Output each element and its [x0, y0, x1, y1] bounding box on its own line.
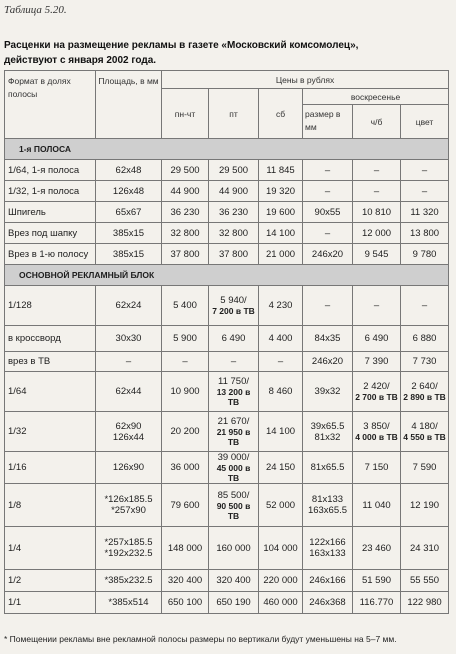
cell-color-value-2: 4 550 в ТВ — [403, 432, 446, 442]
cell-area-value: 126x48 — [112, 185, 145, 197]
cell-fri — [209, 484, 259, 527]
cell-bw-value-2: 4 000 в ТВ — [355, 432, 398, 442]
cell-area — [96, 592, 162, 614]
cell-bw — [353, 202, 401, 223]
cell-bw-value: 7 390 — [364, 356, 389, 367]
cell-size-value: – — [324, 164, 331, 176]
cell-color-value: – — [421, 300, 428, 311]
cell-fri-value-2: 13 200 в ТВ — [216, 387, 251, 407]
cell-format-value: 1/4 — [8, 542, 22, 554]
table-row — [5, 570, 449, 592]
header-format: Формат в долях полосы — [5, 71, 96, 139]
cell-format-value: Врез под шапку — [8, 227, 78, 239]
cell-area — [96, 372, 162, 412]
cell-sat-value: 8 460 — [268, 386, 293, 397]
cell-format — [5, 244, 96, 265]
header-size-mm: размер в мм — [303, 105, 353, 139]
cell-size-value: 81x65.5 — [310, 462, 345, 473]
cell-fri — [209, 181, 259, 202]
cell-area — [96, 286, 162, 326]
cell-bw — [353, 223, 401, 244]
cell-mon-thu-value: 79 600 — [170, 499, 200, 511]
cell-sat — [259, 372, 303, 412]
cell-fri — [209, 160, 259, 181]
cell-area — [96, 570, 162, 592]
cell-fri — [209, 202, 259, 223]
cell-size — [303, 326, 353, 352]
cell-sat-value: 19 600 — [265, 206, 296, 218]
footnote: * Помещении рекламы вне рекламной полосы размеры по вертикали будут уменьшены на 5–7 мм. — [4, 634, 397, 644]
cell-format — [5, 484, 96, 527]
cell-bw-value: 6 490 — [364, 333, 389, 344]
cell-bw-value: 2 420/ — [363, 381, 390, 392]
cell-size — [303, 160, 353, 181]
cell-fri-value-2: 21 950 в ТВ — [216, 427, 251, 447]
cell-color-value: 2 640/ — [411, 381, 438, 392]
table-title — [4, 38, 444, 68]
cell-sat — [259, 527, 303, 570]
cell-format-value: 1/64, 1-я полоса — [8, 164, 80, 176]
cell-color-value: 24 310 — [410, 542, 440, 554]
cell-fri — [209, 223, 259, 244]
cell-fri — [209, 286, 259, 326]
cell-sat — [259, 452, 303, 484]
cell-sat-value: 4 400 — [268, 333, 293, 344]
cell-area-value-2: *257x90 — [111, 505, 146, 516]
cell-size — [303, 181, 353, 202]
cell-format — [5, 326, 96, 352]
cell-bw-value: 23 460 — [361, 542, 392, 554]
cell-bw — [353, 592, 401, 614]
cell-format — [5, 570, 96, 592]
cell-sat-value: 14 100 — [265, 426, 296, 437]
cell-mon-thu — [162, 592, 209, 614]
cell-mon-thu — [162, 452, 209, 484]
cell-format — [5, 452, 96, 484]
cell-size — [303, 527, 353, 570]
cell-color-value: 122 980 — [407, 597, 442, 608]
cell-size-value: – — [324, 185, 331, 197]
cell-mon-thu — [162, 352, 209, 372]
cell-color-value: 9 780 — [412, 248, 437, 260]
cell-area — [96, 181, 162, 202]
header-mon-thu: пн-чт — [162, 89, 209, 139]
cell-color-value-2: 2 890 в ТВ — [403, 392, 446, 402]
cell-color — [401, 484, 449, 527]
cell-sat — [259, 244, 303, 265]
cell-size — [303, 352, 353, 372]
cell-sat — [259, 484, 303, 527]
section-first-page-label: 1-я ПОЛОСА — [5, 139, 449, 160]
cell-bw-value: 116.770 — [359, 597, 394, 608]
cell-fri-value: 85 500/ — [217, 489, 250, 501]
cell-fri — [209, 326, 259, 352]
cell-format-value: 1/1 — [8, 597, 22, 608]
cell-format-value: 1/16 — [8, 462, 27, 473]
cell-fri-value: 160 000 — [216, 542, 251, 554]
cell-mon-thu — [162, 412, 209, 452]
table-row — [5, 352, 449, 372]
cell-sat — [259, 412, 303, 452]
cell-mon-thu — [162, 326, 209, 352]
cell-size-value: 39x32 — [314, 386, 341, 397]
cell-mon-thu — [162, 286, 209, 326]
cell-fri — [209, 352, 259, 372]
cell-size-value: 246x368 — [309, 597, 346, 608]
cell-bw — [353, 570, 401, 592]
cell-color — [401, 286, 449, 326]
cell-bw — [353, 452, 401, 484]
cell-area — [96, 326, 162, 352]
cell-mon-thu-value: 10 900 — [170, 386, 200, 397]
cell-bw-value: 3 850/ — [363, 421, 390, 432]
cell-mon-thu-value: 37 800 — [170, 248, 200, 260]
cell-fri — [209, 244, 259, 265]
cell-color — [401, 352, 449, 372]
cell-area — [96, 527, 162, 570]
cell-color — [401, 326, 449, 352]
header-color: цвет — [401, 105, 449, 139]
cell-color — [401, 244, 449, 265]
table-row — [5, 592, 449, 614]
cell-color — [401, 570, 449, 592]
cell-size — [303, 570, 353, 592]
cell-area-value: 62x44 — [115, 386, 142, 397]
cell-bw — [353, 286, 401, 326]
cell-area — [96, 160, 162, 181]
cell-fri — [209, 452, 259, 484]
cell-fri-value: 39 000/ — [217, 452, 250, 463]
table-row — [5, 412, 449, 452]
cell-sat — [259, 326, 303, 352]
cell-area-value: 62x90 — [115, 420, 142, 432]
cell-area-value: 385x15 — [112, 248, 145, 260]
cell-sat-value: 104 000 — [263, 542, 298, 554]
cell-fri — [209, 527, 259, 570]
cell-format-value: 1/32, 1-я полоса — [8, 185, 80, 197]
cell-mon-thu-value: 29 500 — [170, 164, 200, 176]
cell-format — [5, 412, 96, 452]
cell-color — [401, 372, 449, 412]
cell-fri — [209, 592, 259, 614]
table-row — [5, 286, 449, 326]
cell-format — [5, 181, 96, 202]
cell-bw-value-2: 2 700 в ТВ — [355, 392, 398, 402]
cell-size — [303, 452, 353, 484]
cell-mon-thu-value: 36 000 — [170, 462, 200, 473]
cell-sat-value: 21 000 — [265, 248, 296, 260]
cell-size-value-2: 81x32 — [314, 431, 341, 443]
cell-color — [401, 592, 449, 614]
cell-color-value: 7 590 — [412, 462, 437, 473]
cell-format-value: врез в ТВ — [8, 356, 51, 367]
cell-color — [401, 527, 449, 570]
cell-color — [401, 452, 449, 484]
cell-bw-value: 12 000 — [361, 227, 392, 239]
cell-color — [401, 160, 449, 181]
cell-mon-thu-value: – — [182, 356, 188, 367]
cell-bw — [353, 352, 401, 372]
cell-size — [303, 202, 353, 223]
cell-bw — [353, 160, 401, 181]
cell-mon-thu — [162, 223, 209, 244]
cell-color — [401, 223, 449, 244]
cell-area-value: *257x185.5 — [104, 537, 153, 548]
cell-mon-thu — [162, 484, 209, 527]
cell-format-value: 1/2 — [8, 575, 22, 586]
cell-size-value: 90x55 — [314, 206, 341, 218]
cell-format — [5, 286, 96, 326]
cell-size-value: 84x35 — [314, 333, 341, 344]
cell-area-value: *126x185.5 — [104, 494, 153, 505]
table-row — [5, 181, 449, 202]
cell-area — [96, 484, 162, 527]
table-row — [5, 484, 449, 527]
header-bw: ч/б — [353, 105, 401, 139]
cell-mon-thu-value: 5 400 — [173, 300, 197, 311]
cell-mon-thu — [162, 181, 209, 202]
section-main-block-label: ОСНОВНОЙ РЕКЛАМНЫЙ БЛОК — [5, 265, 449, 286]
table-row — [5, 160, 449, 181]
cell-sat-value: 24 150 — [265, 462, 296, 473]
cell-color-value: – — [421, 185, 428, 197]
cell-color-value: 11 320 — [410, 206, 439, 218]
cell-bw — [353, 372, 401, 412]
cell-sat — [259, 286, 303, 326]
cell-size-value: 246x20 — [311, 356, 344, 367]
cell-fri-value-2: 45 000 в ТВ — [216, 463, 251, 483]
cell-size — [303, 484, 353, 527]
cell-mon-thu — [162, 160, 209, 181]
cell-sat-value: 14 100 — [265, 227, 296, 239]
cell-fri-value: 21 670/ — [217, 416, 250, 427]
cell-bw-value: 10 810 — [361, 206, 392, 218]
cell-bw-value: – — [373, 164, 380, 176]
cell-area-value: *385x232.5 — [104, 575, 153, 586]
cell-sat-value: 220 000 — [263, 575, 298, 586]
cell-sat-value: 460 000 — [263, 597, 298, 608]
cell-bw — [353, 181, 401, 202]
table-row — [5, 452, 449, 484]
cell-area-value: 126x90 — [112, 462, 145, 473]
cell-color-value: 13 800 — [410, 227, 440, 239]
table-row — [5, 202, 449, 223]
cell-sat — [259, 570, 303, 592]
cell-size — [303, 592, 353, 614]
cell-fri-value: 29 500 — [218, 164, 249, 176]
cell-mon-thu-value: 32 800 — [170, 227, 200, 239]
cell-bw-value: 11 040 — [362, 499, 391, 511]
cell-area-value: 62x24 — [115, 300, 142, 311]
cell-size-value: – — [324, 227, 331, 239]
cell-color — [401, 202, 449, 223]
cell-size-value: 81x133 — [311, 494, 344, 505]
cell-fri — [209, 570, 259, 592]
cell-format-value: Врез в 1-ю полосу — [8, 248, 89, 260]
header-area: Площадь, в мм — [96, 71, 162, 139]
cell-fri-value-2: 90 500 в ТВ — [216, 500, 251, 521]
table-row — [5, 244, 449, 265]
cell-format-value: 1/64 — [8, 386, 27, 397]
header-fri: пт — [209, 89, 259, 139]
cell-color-value: – — [421, 164, 428, 176]
cell-fri-value: 650 190 — [216, 597, 251, 608]
section-first-page — [5, 139, 449, 160]
cell-mon-thu — [162, 527, 209, 570]
cell-mon-thu-value: 20 200 — [170, 426, 200, 437]
cell-color — [401, 181, 449, 202]
cell-bw — [353, 244, 401, 265]
cell-mon-thu-value: 44 900 — [170, 185, 200, 197]
cell-mon-thu-value: 650 100 — [167, 597, 203, 608]
table-caption: Таблица 5.20. — [4, 4, 67, 16]
cell-fri-value: 44 900 — [218, 185, 249, 197]
cell-area — [96, 223, 162, 244]
cell-mon-thu-value: 320 400 — [167, 575, 203, 586]
cell-fri — [209, 412, 259, 452]
cell-fri-value: – — [230, 356, 237, 367]
cell-bw-value: 7 150 — [364, 462, 389, 473]
cell-color-value: 55 550 — [410, 575, 440, 586]
cell-area-value: *385x514 — [108, 597, 149, 608]
cell-area-value: 385x15 — [112, 227, 145, 239]
table-row — [5, 326, 449, 352]
cell-area — [96, 452, 162, 484]
cell-format — [5, 223, 96, 244]
cell-format — [5, 352, 96, 372]
cell-bw-value: – — [373, 185, 380, 197]
cell-fri-value-2: 7 200 в ТВ — [212, 306, 255, 316]
cell-format — [5, 527, 96, 570]
cell-sat-value: 4 230 — [268, 300, 293, 311]
cell-fri-value: 32 800 — [218, 227, 249, 239]
cell-size-value-2: 163x65.5 — [307, 505, 348, 516]
cell-format — [5, 372, 96, 412]
cell-sat — [259, 592, 303, 614]
cell-mon-thu — [162, 372, 209, 412]
cell-area-value-2: *192x232.5 — [104, 548, 153, 559]
cell-format-value: Шпигель — [8, 206, 46, 218]
cell-size-value: – — [324, 300, 331, 311]
cell-format-value: 1/128 — [8, 300, 32, 311]
cell-fri — [209, 372, 259, 412]
cell-size-value-2: 163x133 — [309, 548, 346, 559]
cell-color-value: 12 190 — [410, 499, 440, 511]
table-row — [5, 372, 449, 412]
cell-size — [303, 286, 353, 326]
cell-area — [96, 352, 162, 372]
cell-format-value: 1/32 — [8, 426, 27, 437]
cell-bw-value: 9 545 — [364, 248, 389, 260]
cell-sat — [259, 181, 303, 202]
cell-area-value: 62x48 — [115, 164, 142, 176]
cell-color — [401, 412, 449, 452]
title-line-2: действуют с января 2002 года. — [4, 55, 157, 66]
cell-area-value: 30x30 — [115, 333, 142, 344]
cell-sat-value: 52 000 — [265, 499, 296, 511]
header-sat: сб — [259, 89, 303, 139]
cell-area-value: – — [125, 356, 132, 367]
title-line-1: Расценки на размещение рекламы в газете «Московский комсомолец», — [4, 40, 359, 51]
cell-sat-value: 11 845 — [266, 164, 295, 176]
cell-fri-value: 36 230 — [218, 206, 249, 218]
cell-color-value: 7 730 — [412, 356, 437, 367]
cell-color-value: 6 880 — [412, 333, 437, 344]
cell-bw — [353, 412, 401, 452]
cell-mon-thu-value: 36 230 — [170, 206, 200, 218]
cell-mon-thu-value: 148 000 — [167, 542, 203, 554]
cell-size-value: 39x65.5 — [310, 420, 345, 432]
cell-fri-value: 6 490 — [221, 333, 246, 344]
cell-format — [5, 592, 96, 614]
cell-mon-thu — [162, 202, 209, 223]
cell-mon-thu — [162, 570, 209, 592]
table-row — [5, 527, 449, 570]
cell-bw — [353, 527, 401, 570]
cell-area — [96, 412, 162, 452]
cell-sat — [259, 352, 303, 372]
rates-table — [4, 70, 449, 614]
cell-bw-value: – — [373, 300, 380, 311]
cell-bw-value: 51 590 — [361, 575, 392, 586]
header-prices: Цены в рублях — [162, 71, 449, 89]
cell-format — [5, 160, 96, 181]
cell-format-value: 1/8 — [8, 499, 22, 511]
cell-sat-value: 19 320 — [265, 185, 296, 197]
cell-sat — [259, 223, 303, 244]
cell-size — [303, 223, 353, 244]
cell-size-value: 122x166 — [309, 537, 346, 548]
header-sunday: воскресенье — [303, 89, 449, 105]
cell-area-value-2: 126x44 — [112, 431, 145, 443]
cell-color-value: 4 180/ — [411, 421, 438, 432]
cell-sat — [259, 202, 303, 223]
cell-bw — [353, 484, 401, 527]
cell-fri-value: 5 940/ — [220, 295, 247, 306]
cell-area — [96, 244, 162, 265]
cell-bw — [353, 326, 401, 352]
cell-size — [303, 412, 353, 452]
cell-size-value: 246x166 — [309, 575, 346, 586]
cell-sat — [259, 160, 303, 181]
cell-size-value: 246x20 — [311, 248, 344, 260]
cell-format-value: в кроссворд — [8, 333, 61, 344]
cell-area-value: 65x67 — [115, 206, 142, 218]
cell-fri-value: 37 800 — [218, 248, 249, 260]
cell-size — [303, 372, 353, 412]
cell-fri-value: 11 750/ — [218, 376, 249, 387]
section-main-block — [5, 265, 449, 286]
cell-sat-value: – — [277, 356, 284, 367]
cell-area — [96, 202, 162, 223]
cell-mon-thu-value: 5 900 — [173, 333, 197, 344]
table-row — [5, 223, 449, 244]
cell-format — [5, 202, 96, 223]
cell-mon-thu — [162, 244, 209, 265]
cell-fri-value: 320 400 — [216, 575, 251, 586]
cell-size — [303, 244, 353, 265]
